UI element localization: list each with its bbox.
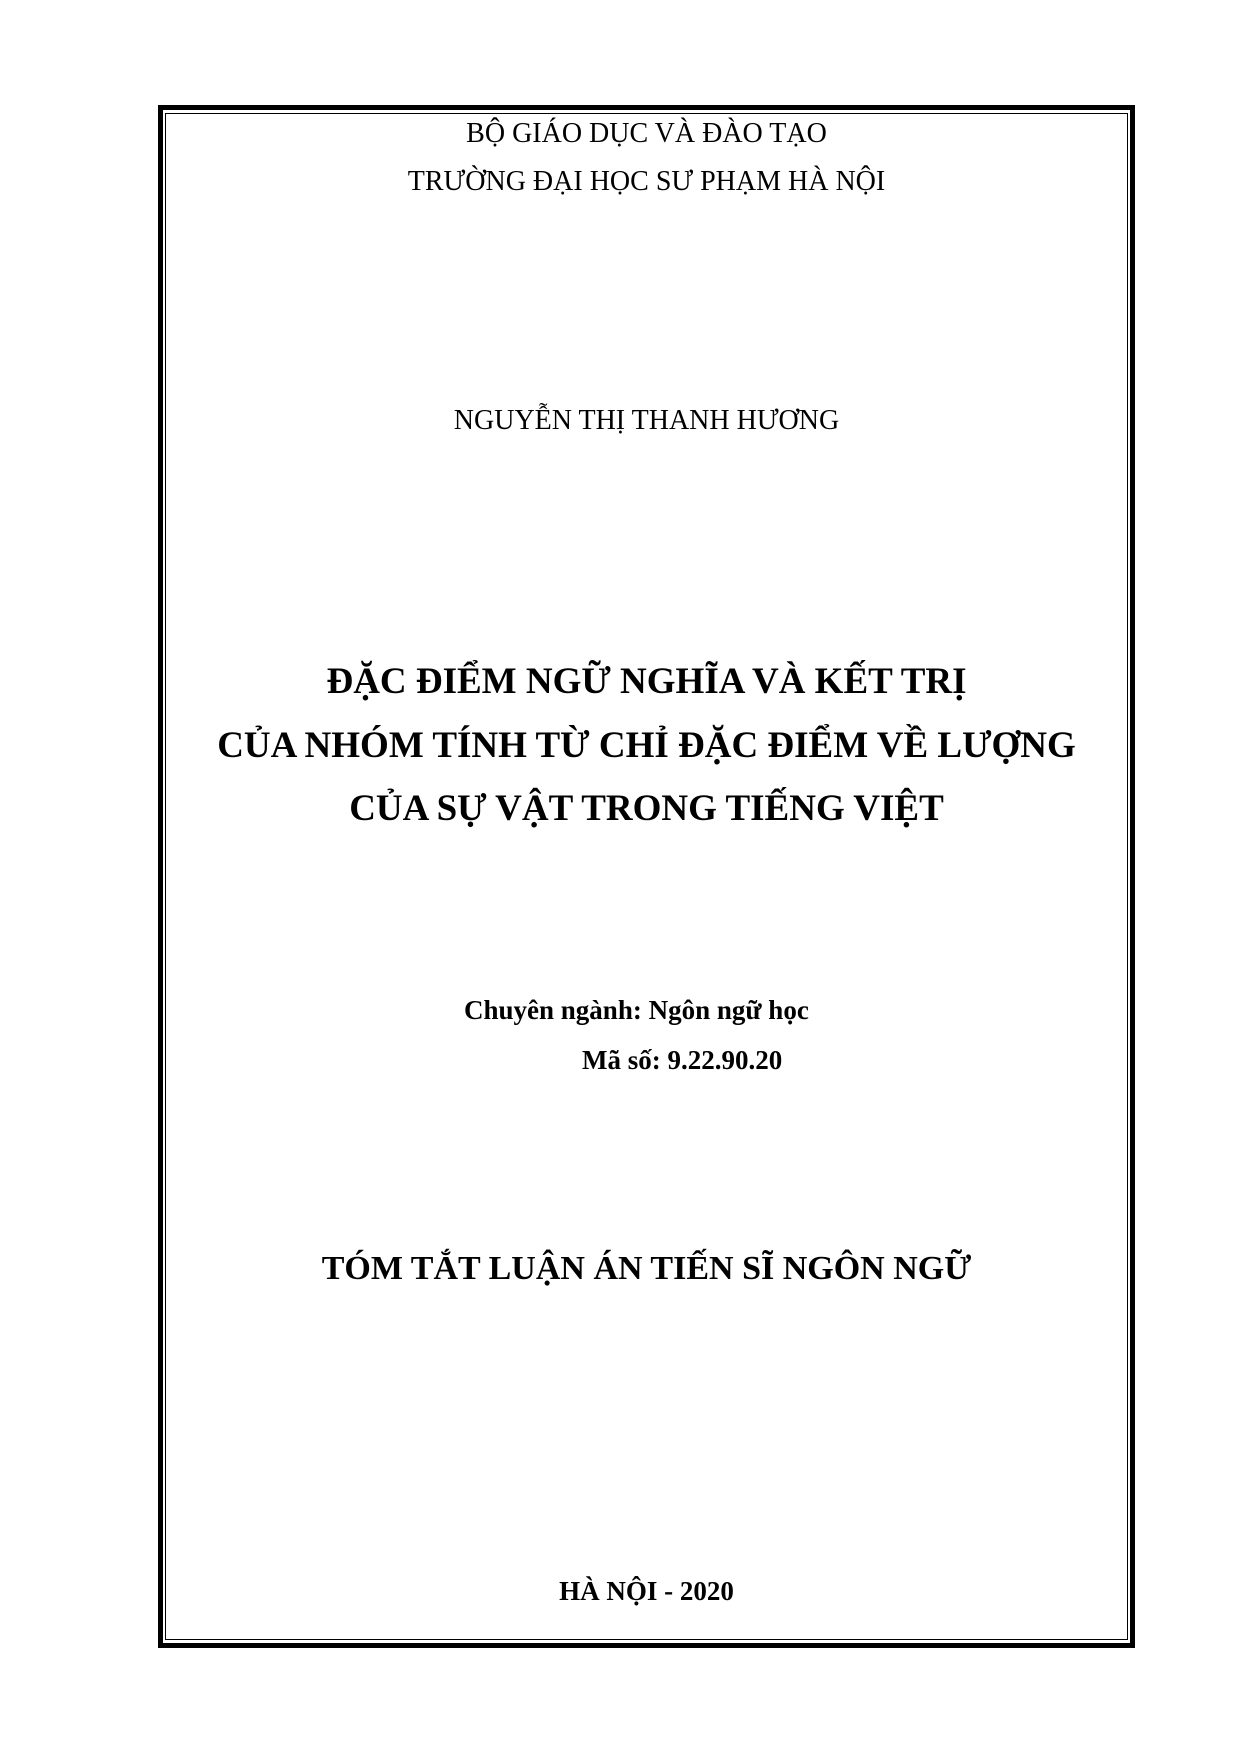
- document-type: TÓM TẮT LUẬN ÁN TIẾN SĨ NGÔN NGỮ: [321, 1250, 972, 1287]
- ministry-name: BỘ GIÁO DỤC VÀ ĐÀO TẠO: [466, 118, 827, 149]
- thesis-title-line-2: CỦA NHÓM TÍNH TỪ CHỈ ĐẶC ĐIỂM VỀ LƯỢNG: [217, 725, 1076, 766]
- university-name: TRƯỜNG ĐẠI HỌC SƯ PHẠM HÀ NỘI: [407, 166, 886, 197]
- author-name: NGUYỄN THỊ THANH HƯƠNG: [453, 405, 840, 436]
- page-border-inner: [165, 113, 1128, 1640]
- thesis-title-line-1: ĐẶC ĐIỂM NGỮ NGHĨA VÀ KẾT TRỊ: [326, 661, 967, 702]
- specialization-code: Mã số: 9.22.90.20: [582, 1045, 783, 1075]
- place-and-year: HÀ NỘI - 2020: [559, 1576, 734, 1606]
- thesis-title-line-3: CỦA SỰ VẬT TRONG TIẾNG VIỆT: [349, 788, 944, 829]
- specialization-major: Chuyên ngành: Ngôn ngữ học: [464, 995, 809, 1025]
